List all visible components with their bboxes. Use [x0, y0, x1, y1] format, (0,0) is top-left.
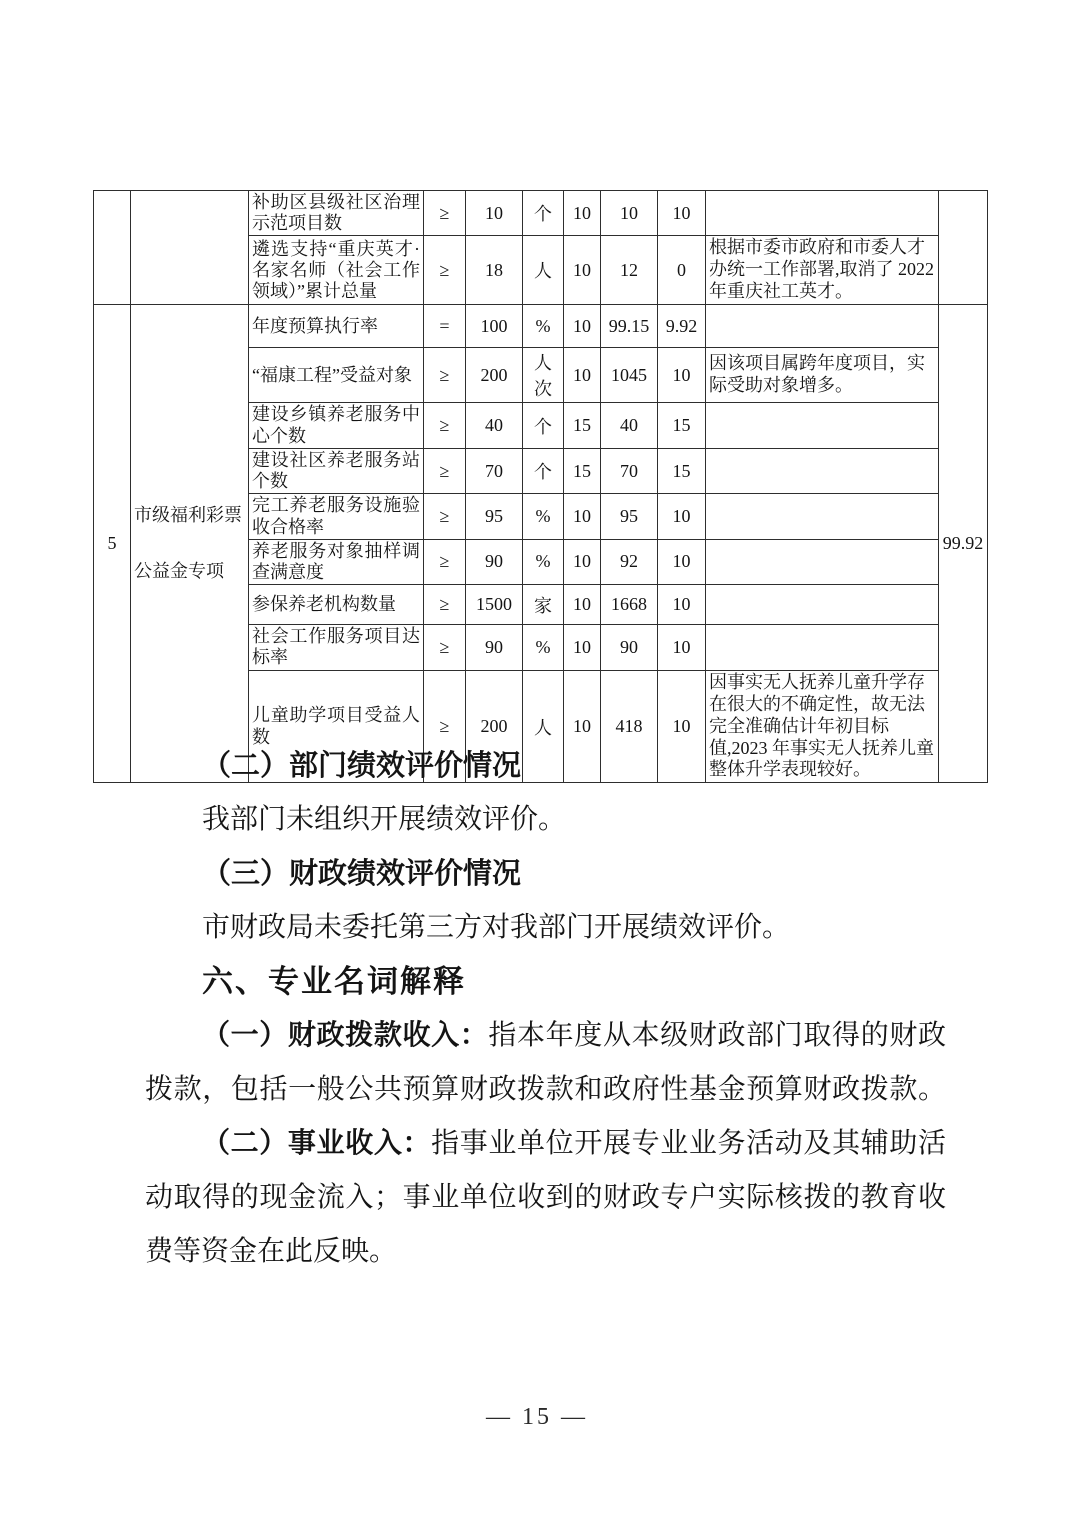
- actual-cell: 92: [601, 539, 658, 584]
- weight-cell: 10: [564, 191, 601, 236]
- unit-cell: 人: [523, 670, 564, 783]
- indicator-cell: 养老服务对象抽样调查满意度: [249, 539, 424, 584]
- paragraph-dept-eval: 我部门未组织开展绩效评价。: [202, 804, 567, 835]
- section-heading-fiscal-eval: （三）财政绩效评价情况: [202, 858, 522, 890]
- operator-cell: ≥: [424, 191, 466, 236]
- indicator-cell: 建设乡镇养老服务中心个数: [249, 403, 424, 448]
- target-cell: 70: [466, 448, 523, 493]
- note-cell: [706, 448, 939, 493]
- unit-cell: %: [523, 539, 564, 584]
- indicator-cell: 补助区县级社区治理示范项目数: [249, 191, 424, 236]
- target-cell: 18: [466, 236, 523, 305]
- indicator-cell: 社会工作服务项目达标率: [249, 625, 424, 670]
- score-cell: 10: [658, 625, 706, 670]
- term1-line1: [145, 1009, 946, 1063]
- section-heading-dept-eval: （二）部门绩效评价情况: [202, 750, 522, 782]
- term1-line2: 拨款，包括一般公共预算财政拨款和政府性基金预算财政拨款。: [145, 1074, 946, 1105]
- unit-cell: 人次: [523, 348, 564, 403]
- table-row: [94, 191, 988, 236]
- score-cell: 10: [658, 539, 706, 584]
- term2-line2: 动取得的现金流入；事业单位收到的财政专户实际核拨的教育收: [145, 1182, 946, 1213]
- note-cell: [706, 191, 939, 236]
- term2-line3: 费等资金在此反映。: [145, 1236, 398, 1267]
- target-cell: 100: [466, 305, 523, 348]
- weight-cell: 10: [564, 539, 601, 584]
- actual-cell: 10: [601, 191, 658, 236]
- weight-cell: 15: [564, 403, 601, 448]
- body-text: [145, 739, 946, 1279]
- indicator-cell: 参保养老机构数量: [249, 585, 424, 625]
- term2-line1: [145, 1117, 946, 1171]
- operator-cell: ≥: [424, 670, 466, 783]
- actual-cell: 40: [601, 403, 658, 448]
- weight-cell: 10: [564, 585, 601, 625]
- weight-cell: 15: [564, 448, 601, 493]
- indicator-cell: 遴选支持“重庆英才·名家名师（社会工作领域）”累计总量: [249, 236, 424, 305]
- note-cell: [706, 539, 939, 584]
- weight-cell: 10: [564, 236, 601, 305]
- page-number: — 15 —: [486, 1404, 588, 1430]
- target-cell: 10: [466, 191, 523, 236]
- note-cell: [706, 305, 939, 348]
- actual-cell: 1668: [601, 585, 658, 625]
- weight-cell: 10: [564, 625, 601, 670]
- indicator-cell: 完工养老服务设施验收合格率: [249, 494, 424, 539]
- score-cell: 10: [658, 494, 706, 539]
- indicator-cell: 建设社区养老服务站个数: [249, 448, 424, 493]
- term2-label: （二）事业收入：: [202, 1128, 432, 1159]
- paragraph-fiscal-eval: 市财政局未委托第三方对我部门开展绩效评价。: [202, 912, 791, 943]
- target-cell: 200: [466, 348, 523, 403]
- score-cell: 10: [658, 670, 706, 783]
- total-score-cell: [939, 191, 988, 305]
- weight-cell: 10: [564, 670, 601, 783]
- unit-cell: 个: [523, 403, 564, 448]
- unit-cell: 个: [523, 448, 564, 493]
- target-cell: 90: [466, 625, 523, 670]
- score-cell: 10: [658, 585, 706, 625]
- term1-text: 指本年度从本级财政部门取得的财政: [488, 1020, 946, 1051]
- weight-cell: 10: [564, 348, 601, 403]
- target-cell: 1500: [466, 585, 523, 625]
- table-row: [94, 305, 988, 348]
- unit-cell: %: [523, 625, 564, 670]
- section-heading-terms: 六、专业名词解释: [202, 964, 466, 999]
- score-cell: 15: [658, 448, 706, 493]
- actual-cell: 70: [601, 448, 658, 493]
- operator-cell: ≥: [424, 236, 466, 305]
- unit-cell: 个: [523, 191, 564, 236]
- target-cell: 40: [466, 403, 523, 448]
- note-cell: [706, 403, 939, 448]
- actual-cell: 1045: [601, 348, 658, 403]
- operator-cell: ≥: [424, 625, 466, 670]
- project-name-line1: 市级福利彩票: [134, 505, 242, 526]
- operator-cell: ≥: [424, 539, 466, 584]
- actual-cell: 418: [601, 670, 658, 783]
- project-name-cell: [131, 305, 249, 783]
- score-cell: 9.92: [658, 305, 706, 348]
- operator-cell: ≥: [424, 494, 466, 539]
- actual-cell: 95: [601, 494, 658, 539]
- note-cell: 因事实无人抚养儿童升学存在很大的不确定性，故无法完全准确估计年初目标值,2023 年事实无人抚养儿童整体升学表现较好。: [706, 670, 939, 783]
- actual-cell: 12: [601, 236, 658, 305]
- note-cell: [706, 625, 939, 670]
- project-name-line2: 公益金专项: [134, 560, 224, 581]
- operator-cell: ≥: [424, 403, 466, 448]
- score-cell: 10: [658, 348, 706, 403]
- row-seq-cell: 5: [94, 305, 131, 783]
- project-name-cell: [131, 191, 249, 305]
- target-cell: 95: [466, 494, 523, 539]
- note-cell: 因该项目属跨年度项目，实际受助对象增多。: [706, 348, 939, 403]
- total-score-cell: 99.92: [939, 305, 988, 783]
- operator-cell: =: [424, 305, 466, 348]
- note-cell: [706, 494, 939, 539]
- indicator-cell: “福康工程”受益对象: [249, 348, 424, 403]
- operator-cell: ≥: [424, 448, 466, 493]
- row-seq-cell: [94, 191, 131, 305]
- unit-cell: 人: [523, 236, 564, 305]
- term2-text: 指事业单位开展专业业务活动及其辅助活: [431, 1128, 946, 1159]
- score-cell: 15: [658, 403, 706, 448]
- indicator-cell: 年度预算执行率: [249, 305, 424, 348]
- term1-label: （一）财政拨款收入：: [202, 1020, 489, 1051]
- operator-cell: ≥: [424, 348, 466, 403]
- unit-cell: %: [523, 494, 564, 539]
- unit-cell: %: [523, 305, 564, 348]
- score-cell: 10: [658, 191, 706, 236]
- operator-cell: ≥: [424, 585, 466, 625]
- actual-cell: 99.15: [601, 305, 658, 348]
- weight-cell: 10: [564, 305, 601, 348]
- performance-indicator-table: [93, 190, 988, 783]
- target-cell: 200: [466, 670, 523, 783]
- target-cell: 90: [466, 539, 523, 584]
- note-cell: 根据市委市政府和市委人才办统一工作部署,取消了 2022 年重庆社工英才。: [706, 236, 939, 305]
- score-cell: 0: [658, 236, 706, 305]
- note-cell: [706, 585, 939, 625]
- indicator-cell: 儿童助学项目受益人数: [249, 670, 424, 783]
- actual-cell: 90: [601, 625, 658, 670]
- unit-cell: 家: [523, 585, 564, 625]
- weight-cell: 10: [564, 494, 601, 539]
